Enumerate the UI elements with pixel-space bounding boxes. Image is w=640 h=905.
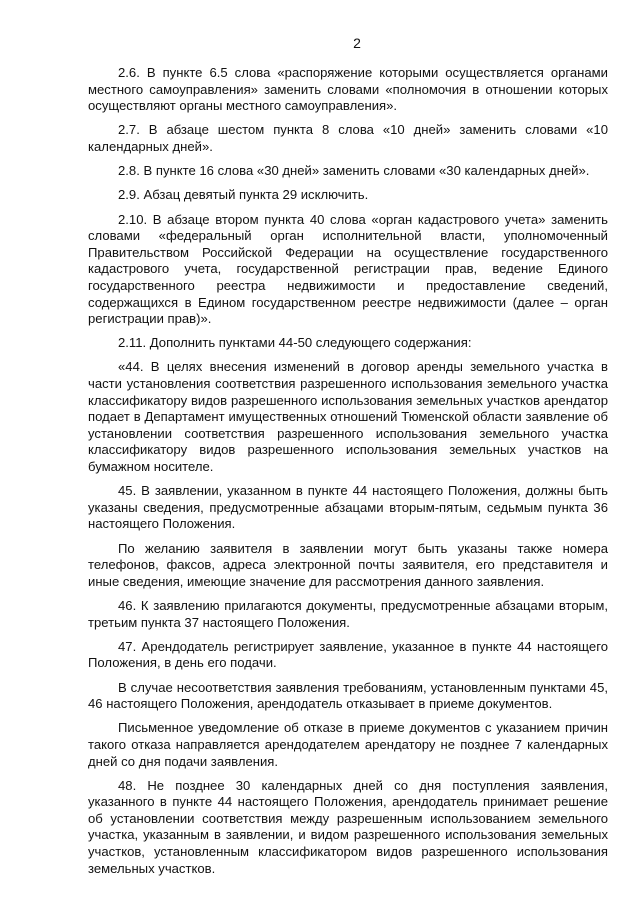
paragraph-45: 45. В заявлении, указанном в пункте 44 настоящего Положения, должны быть указаны сведения, предусмотренные абзацами вторым-пятым, седьмым пункта 36 настоящего Положения. bbox=[88, 483, 608, 532]
paragraph-2-11: 2.11. Дополнить пунктами 44-50 следующего содержания: bbox=[118, 335, 472, 351]
paragraph-46: 46. К заявлению прилагаются документы, предусмотренные абзацами вторым, третьим пункта 37 настоящего Положения. bbox=[88, 597, 608, 630]
paragraph-2-7: 2.7. В абзаце шестом пункта 8 слова «10 дней» заменить словами «10 календарных дней». bbox=[88, 122, 608, 154]
paragraph-2-9: 2.9. Абзац девятый пункта 29 исключить. bbox=[118, 187, 369, 203]
paragraph-44: «44. В целях внесения изменений в договор аренды земельного участка в части установления соответствия разрешенного использования земельного участка классификатору видов разрешенного использования земельных участков арендатор подает в Департамент имущественных отношений Тюменской области заявление об установлении соответствия разрешенного использования земельного участка классификатору видов разрешенного использования земельных участков на бумажном носителе. bbox=[88, 359, 608, 475]
paragraph-47-refusal: В случае несоответствия заявления требованиям, установленным пунктами 45, 46 настоящего Положения, арендодатель отказывает в приеме документов. bbox=[88, 679, 608, 712]
paragraph-47-notification: Письменное уведомление об отказе в приеме документов с указанием причин такого отказа направляется арендодателем арендатору не позднее 7 календарных дней со дня подачи заявления. bbox=[88, 720, 608, 769]
paragraph-47: 47. Арендодатель регистрирует заявление, указанное в пункте 44 настоящего Положения, в день его подачи. bbox=[88, 638, 608, 671]
paragraph-2-8: 2.8. В пункте 16 слова «30 дней» заменить словами «30 календарных дней». bbox=[118, 163, 590, 179]
paragraph-2-10: 2.10. В абзаце втором пункта 40 слова «орган кадастрового учета» заменить словами «федеральный орган исполнительной власти, уполномоченный Правительством Российской Федерации на осуществление государственного кадастрового учета, государственной регистрации прав, ведение Единого государственного реестра недвижимости и предоставление сведений, содержащихся в Едином государственном реестре недвижимости (далее – орган регистрации прав)». bbox=[88, 211, 608, 327]
paragraph-45-optional-info: По желанию заявителя в заявлении могут быть указаны также номера телефонов, факсов, адреса электронной почты заявителя, его представителя и иные сведения, имеющие значение для рассмотрения данного заявления. bbox=[88, 540, 608, 589]
paragraph-2-6: 2.6. В пункте 6.5 слова «распоряжение которыми осуществляется органами местного самоуправления» заменить словами «полномочия в отношении которых осуществляют органы местного самоуправления». bbox=[88, 65, 608, 114]
paragraph-48: 48. Не позднее 30 календарных дней со дня поступления заявления, указанного в пункте 44 настоящего Положения, арендодатель принимает решение об установлении соответствия между разрешенным использованием земельного участка, указанным в заявлении, и видом разрешенного использования земельных участков, установленным классификатором видов разрешенного использования земельных участков. bbox=[88, 777, 608, 876]
page-number: 2 bbox=[353, 35, 361, 51]
